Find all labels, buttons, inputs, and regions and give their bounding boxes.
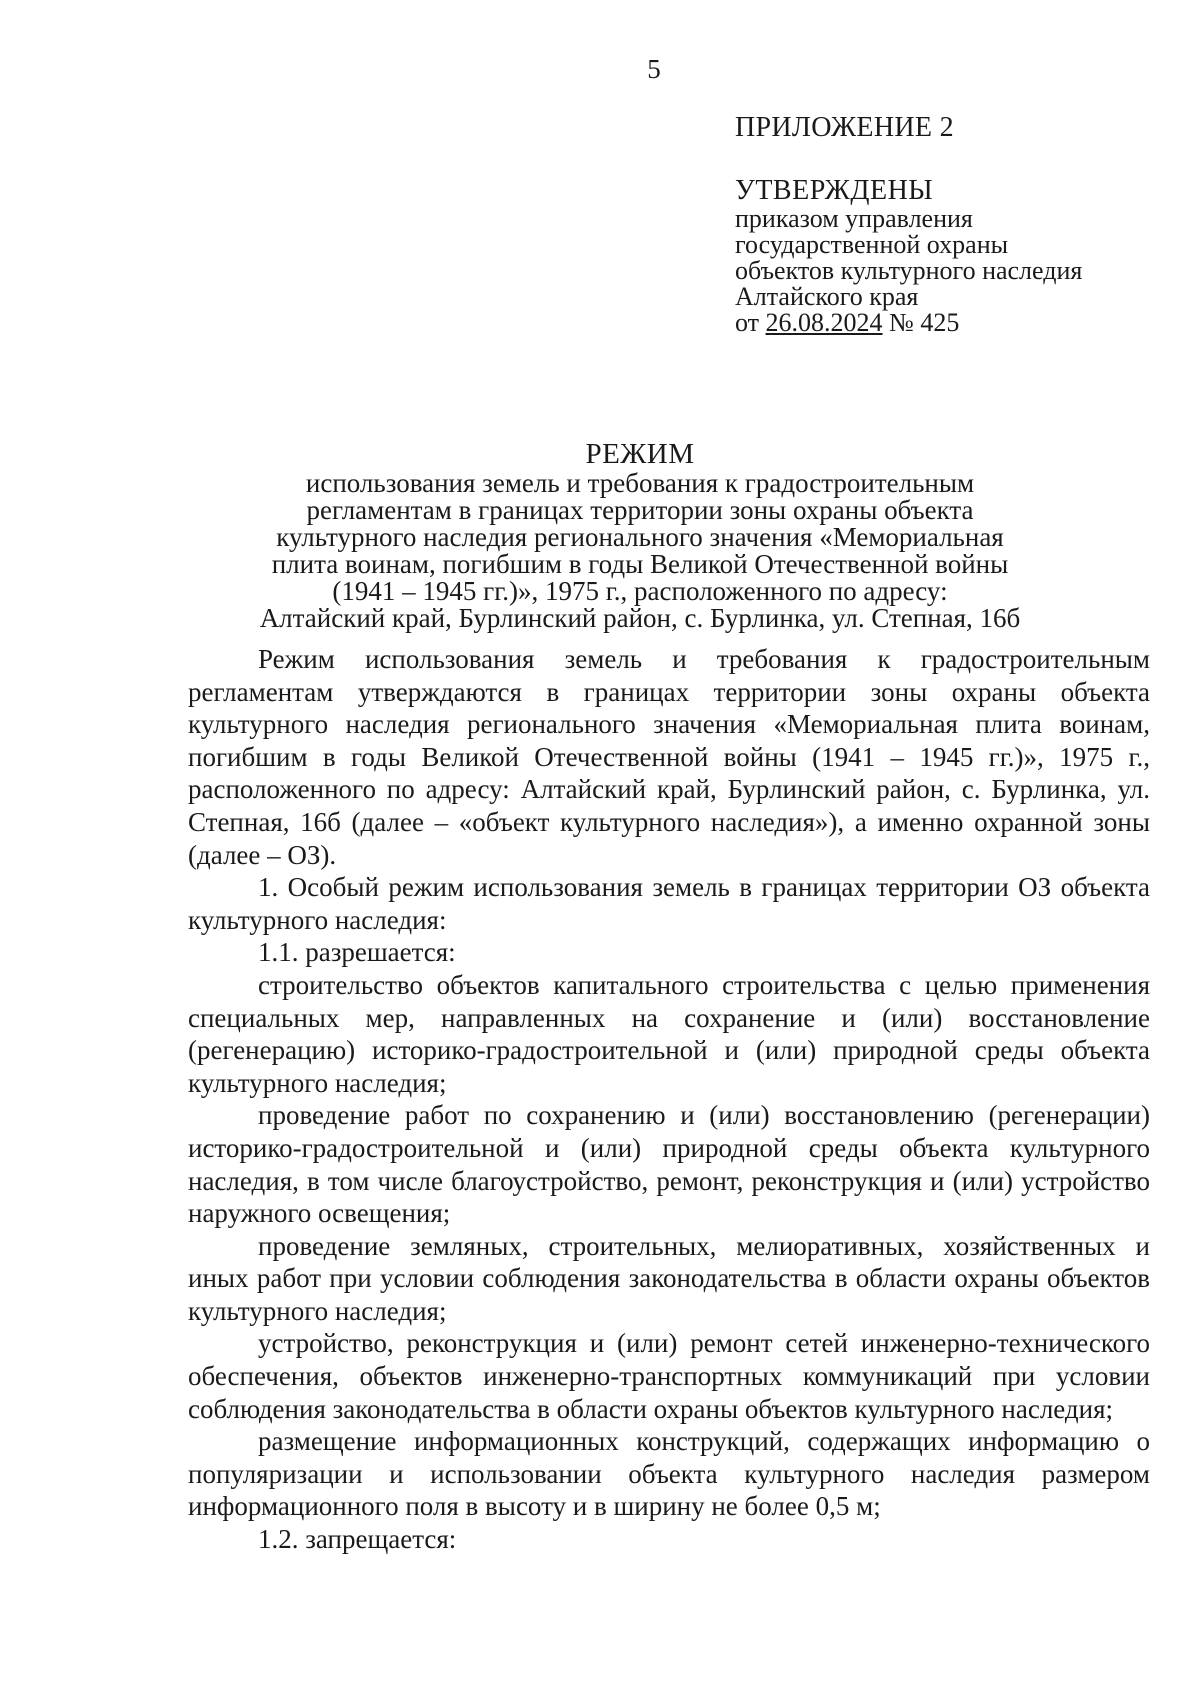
appendix-label: ПРИЛОЖЕНИЕ 2 [735,112,954,143]
title-line: плита воинам, погибшим в годы Великой Отечественной войны [271,549,1009,579]
body-paragraph: 1. Особый режим использования земель в границах территории ОЗ объекта культурного наследия: [188,872,1150,935]
approval-line: приказом управления [735,204,973,233]
approval-block [735,175,1083,337]
approved-title: УТВЕРЖДЕНЫ [735,175,934,206]
document-title [200,438,1080,632]
approval-date-line [735,310,1082,336]
body-paragraph: проведение земляных, строительных, мелиоративных, хозяйственных и иных работ при условии соблюдения законодательства в области охраны объектов культурного наследия; [188,1230,1150,1326]
approval-line: объектов культурного наследия [735,256,1083,285]
approval-line: Алтайского края [735,282,919,311]
page-number: 5 [647,54,661,84]
title-line: культурного наследия регионального значения «Мемориальная [276,522,1004,552]
approval-date: 26.08.2024 [765,308,883,337]
body-paragraph: Режим использования земель и требования к градостроительным регламентам утверждаются в границах территории зоны охраны объекта культурного наследия регионального значения «Мемориальная плита воинам, погибшим в годы Великой Отечественной войны (1941 – 1945 гг.)», 1975 г., расположенного по адресу: Алтайский край, Бурлинский район, с. Бурлинка, ул. Степная, 16б (далее – «объект культурного наследия»), а именно охранной зоны (далее – ОЗ). [188,644,1150,870]
title-line: регламентам в границах территории зоны охраны объекта [306,495,974,525]
order-number: № 425 [882,308,960,337]
title-line: Алтайский край, Бурлинский район, с. Бурлинка, ул. Степная, 16б [259,603,1021,633]
approval-line: государственной охраны [735,230,1009,259]
document-body [188,643,1150,1556]
body-paragraph: 1.2. запрещается: [258,1524,457,1555]
body-paragraph: устройство, реконструкция и (или) ремонт сетей инженерно-технического обеспечения, объектов инженерно-транспортных коммуникаций при условии соблюдения законодательства в области охраны объектов культурного наследия; [188,1328,1150,1424]
body-paragraph: проведение работ по сохранению и (или) восстановлению (регенерации) историко-градостроительной и (или) природной среды объекта культурного наследия, в том числе благоустройство, ремонт, реконструкция и (или) устройство наружного освещения; [188,1100,1150,1229]
date-prefix: от [735,308,766,337]
title-line: (1941 – 1945 гг.)», 1975 г., расположенного по адресу: [332,576,948,606]
body-paragraph: строительство объектов капитального строительства с целью применения специальных мер, направленных на сохранение и (или) восстановление (регенерацию) историко-градостроительной и (или) природной среды объекта культурного наследия; [188,969,1150,1098]
body-paragraph: размещение информационных конструкций, содержащих информацию о популяризации и использовании объекта культурного наследия размером информационного поля в высоту и в ширину не более 0,5 м; [188,1426,1150,1522]
title-main: РЕЖИМ [585,438,695,470]
body-paragraph: 1.1. разрешается: [258,937,456,968]
title-line: использования земель и требования к градостроительным [305,468,975,498]
